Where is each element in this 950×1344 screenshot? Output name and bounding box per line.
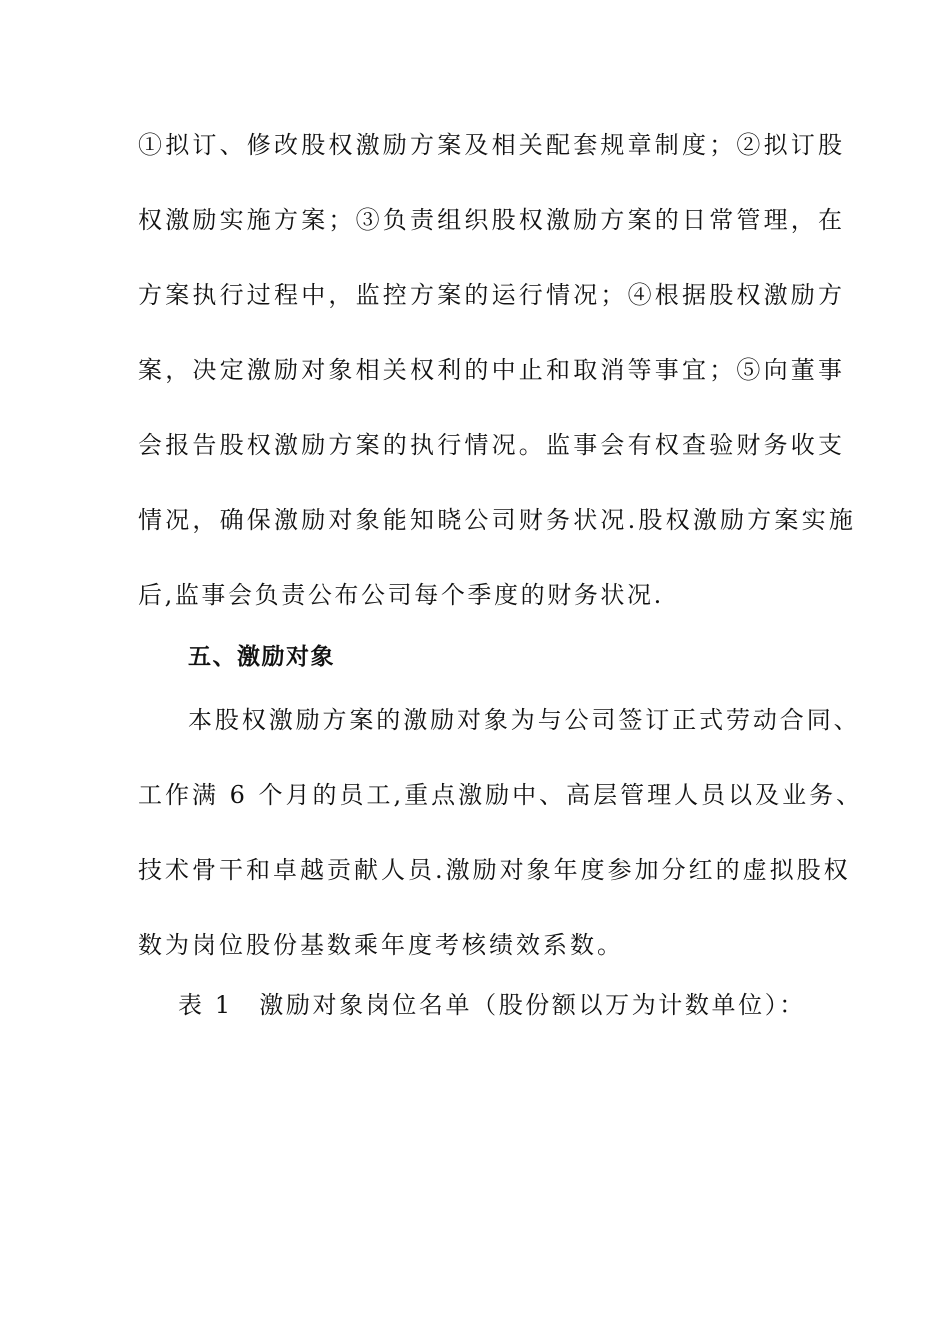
section-heading: 五、激励对象 bbox=[188, 644, 335, 670]
paragraph-1-line-7: 后,监事会负责公布公司每个季度的财务状况. bbox=[138, 581, 664, 609]
paragraph-2-line-3: 技术骨干和卓越贡献人员.激励对象年度参加分红的虚拟股权 bbox=[138, 856, 851, 884]
table-caption: 表 1 激励对象岗位名单（股份额以万为计数单位）： bbox=[178, 991, 806, 1019]
paragraph-2-line-4: 数为岗位股份基数乘年度考核绩效系数。 bbox=[138, 931, 624, 959]
paragraph-1-line-5: 会报告股权激励方案的执行情况。监事会有权查验财务收支 bbox=[138, 431, 846, 459]
paragraph-1-line-2: 权激励实施方案；③负责组织股权激励方案的日常管理，在 bbox=[138, 206, 846, 234]
paragraph-1-line-1: ①拟订、修改股权激励方案及相关配套规章制度；②拟订股 bbox=[138, 131, 846, 159]
paragraph-2-line-1: 本股权激励方案的激励对象为与公司签订正式劳动合同、 bbox=[188, 706, 861, 734]
paragraph-1-line-4: 案，决定激励对象相关权利的中止和取消等事宜；⑤向董事 bbox=[138, 356, 846, 384]
paragraph-2-line-2: 工作满 6 个月的员工,重点激励中、高层管理人员以及业务、 bbox=[138, 781, 864, 809]
paragraph-1-line-6: 情况，确保激励对象能知晓公司财务状况.股权激励方案实施 bbox=[138, 506, 857, 534]
paragraph-1-line-3: 方案执行过程中，监控方案的运行情况；④根据股权激励方 bbox=[138, 281, 846, 309]
